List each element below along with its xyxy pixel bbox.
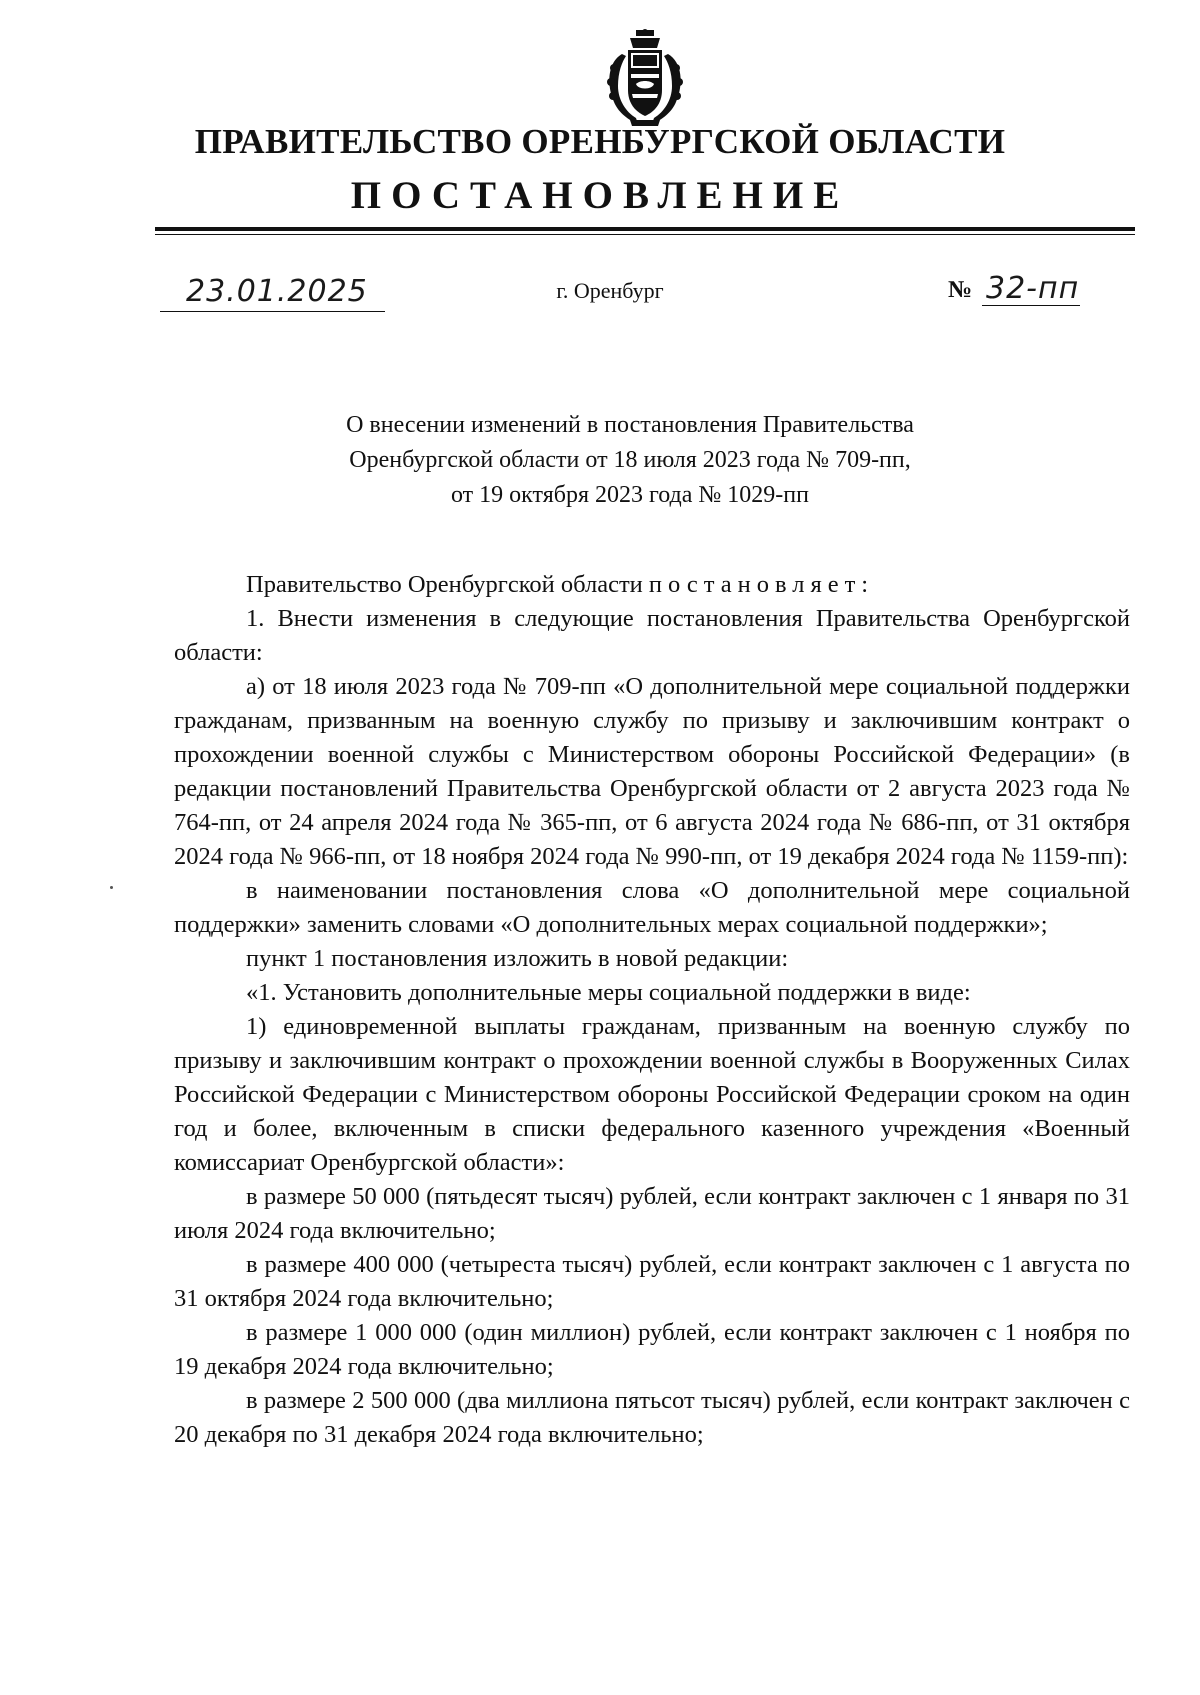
resolution-intro bbox=[174, 568, 1130, 602]
handwritten-number: 32-пп bbox=[986, 271, 1080, 306]
document-body bbox=[174, 568, 1130, 1452]
body-paragraph: в размере 400 000 (четыреста тысяч) рублей, если контракт заключен с 1 августа по 31 октября 2024 года включительно; bbox=[174, 1251, 1130, 1312]
scan-speck bbox=[110, 886, 113, 889]
subject-line: от 19 октября 2023 года № 1029-пп bbox=[451, 482, 809, 508]
document-type: ПОСТАНОВЛЕНИЕ bbox=[350, 174, 850, 217]
intro-verb: постановляет: bbox=[648, 571, 875, 598]
document-number-field bbox=[948, 268, 1128, 310]
body-paragraph: пункт 1 постановления изложить в новой редакции: bbox=[246, 945, 789, 972]
body-paragraph: 1. Внести изменения в следующие постановления Правительства Оренбургской области: bbox=[174, 605, 1130, 666]
body-paragraph: в размере 1 000 000 (один миллион) рублей, если контракт заключен с 1 ноября по 19 декабря 2024 года включительно; bbox=[174, 1319, 1130, 1380]
header-divider-thin bbox=[155, 234, 1135, 235]
subject-line: О внесении изменений в постановления Правительства bbox=[346, 412, 914, 438]
body-paragraph: а) от 18 июля 2023 года № 709-пп «О дополнительной мере социальной поддержки гражданам, призванным на военную службу по призыву и заключившим контракт о прохождении военной службы с Министерством обороны Российской Федерации» (в редакции постановлений Правительства Оренбургской области от 2 августа 2023 года № 764-пп, от 24 апреля 2024 года № 365-пп, от 6 августа 2024 года № 686-пп, от 31 октября 2024 года № 966-пп, от 18 ноября 2024 года № 990-пп, от 19 декабря 2024 года № 1159-пп): bbox=[174, 673, 1130, 870]
issue-city: г. Оренбург bbox=[556, 278, 664, 303]
body-paragraph: «1. Установить дополнительные меры социальной поддержки в виде: bbox=[246, 979, 971, 1006]
header-divider-thick bbox=[155, 227, 1135, 231]
date-field bbox=[160, 271, 385, 312]
body-paragraph: 1) единовременной выплаты гражданам, призванным на военную службу по призыву и заключившим контракт о прохождении военной службы в Вооруженных Силах Российской Федерации с Министерством обороны Российской Федерации сроком на один год и более, включенным в списки федерального казенного учреждения «Военный комиссариат Оренбургской области»: bbox=[174, 1013, 1130, 1176]
intro-lead: Правительство Оренбургской области bbox=[246, 571, 649, 598]
document-subject bbox=[300, 408, 960, 513]
number-sign: № bbox=[948, 277, 973, 303]
body-paragraph: в размере 50 000 (пятьдесят тысяч) рублей, если контракт заключен с 1 января по 31 июля 2024 года включительно; bbox=[174, 1183, 1130, 1244]
handwritten-date: 23.01.2025 bbox=[186, 274, 368, 309]
orenburg-coat-of-arms-icon bbox=[602, 28, 688, 128]
body-paragraph: в размере 2 500 000 (два миллиона пятьсот тысяч) рублей, если контракт заключен с 20 декабря по 31 декабря 2024 года включительно; bbox=[174, 1387, 1130, 1448]
government-title: ПРАВИТЕЛЬСТВО ОРЕНБУРГСКОЙ ОБЛАСТИ bbox=[194, 122, 1006, 161]
subject-line: Оренбургской области от 18 июля 2023 года № 709-пп, bbox=[349, 447, 911, 473]
body-paragraph: в наименовании постановления слова «О дополнительной мере социальной поддержки» заменить словами «О дополнительных мерах социальной поддержки»; bbox=[174, 877, 1130, 938]
